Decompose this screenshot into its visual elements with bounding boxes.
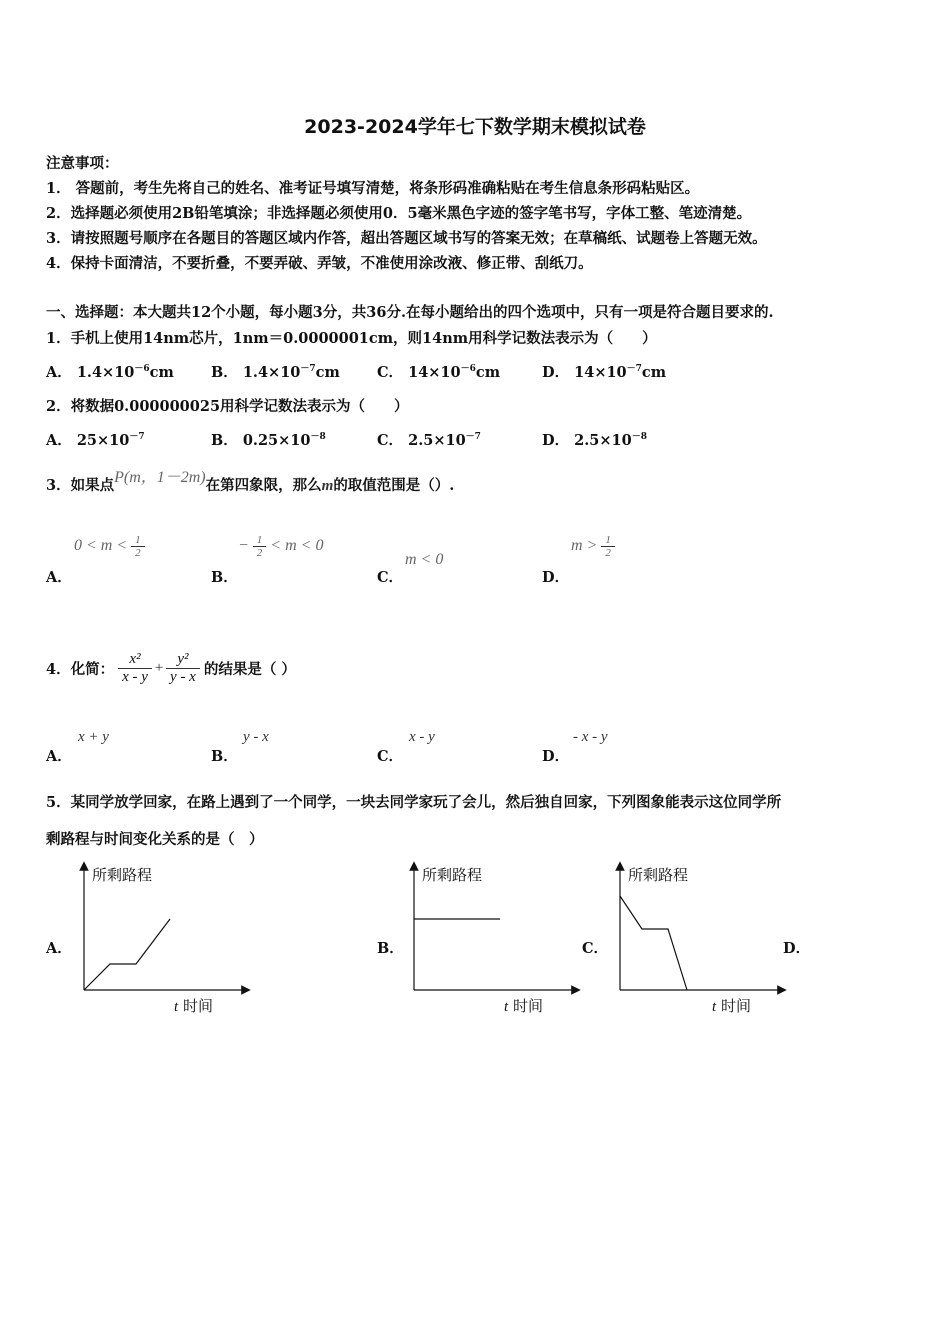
x-axis-label: 时间 bbox=[721, 997, 752, 1015]
q4-option-d-expr: - x - y bbox=[573, 729, 608, 745]
y-axis-label: 所剩路程 bbox=[92, 866, 153, 884]
q3-option-b-expr: − $\frac{1}{2}$ < m < 0 bbox=[238, 534, 324, 559]
q4-option-c-expr: x - y bbox=[409, 729, 435, 745]
graph-a-line bbox=[84, 919, 170, 990]
q5-option-a-label[interactable]: A． bbox=[46, 940, 72, 957]
q3-option-c-expr: m < 0 bbox=[405, 551, 444, 568]
q1-option-a[interactable]: A． $1.4\times 10^{-6}cm$ bbox=[46, 364, 174, 381]
point-expression: P(m，1－2m) bbox=[114, 469, 206, 486]
q4-option-d-label[interactable]: D． bbox=[542, 748, 570, 765]
question-4-stem: 4．化简： $\frac{\text{x²}}{x - y}$ + $\frac{\text{y²}}{y - x}$ 的结果是（ ） bbox=[46, 651, 296, 685]
q3-option-a-expr: 0 < m < $\frac{1}{2}$ bbox=[74, 534, 145, 559]
notice-item: 4．保持卡面清洁，不要折叠，不要弄破、弄皱，不准使用涂改液、修正带、刮纸刀。 bbox=[46, 255, 593, 272]
q1-option-c[interactable]: C． $14\times 10^{-6}cm$ bbox=[377, 364, 501, 381]
x-axis-t: t bbox=[174, 999, 179, 1015]
notice-item: 1． 答题前，考生先将自己的姓名、准考证号填写清楚，将条形码准确粘贴在考生信息条形码粘贴区。 bbox=[46, 180, 700, 197]
q5-graph-a bbox=[70, 858, 270, 1023]
q1-option-b[interactable]: B． $1.4\times 10^{-7}cm$ bbox=[211, 364, 340, 381]
section-heading: 一、选择题：本大题共12个小题，每小题3分，共36分.在每小题给出的四个选项中，只有一项是符合题目要求的. bbox=[46, 304, 774, 321]
question-3-stem: 3．如果点P(m，1－2m)在第四象限，那么m的取值范围是（）. bbox=[46, 469, 455, 494]
q4-option-c-label[interactable]: C． bbox=[377, 748, 404, 765]
fraction-2: $\frac{\text{y²}}{y - x}$ bbox=[166, 651, 200, 686]
x-axis-t: t bbox=[712, 999, 717, 1015]
y-axis-label: 所剩路程 bbox=[628, 866, 689, 884]
q2-option-d[interactable]: D． $2.5\times 10^{-8}$ bbox=[542, 432, 647, 449]
q5-option-c-label[interactable]: C． bbox=[582, 940, 609, 957]
q2-option-b[interactable]: B． $0.25\times 10^{-8}$ bbox=[211, 432, 326, 449]
question-5-stem-line2: 剩路程与时间变化关系的是（ ） bbox=[46, 831, 264, 848]
q5-option-d-label[interactable]: D． bbox=[783, 940, 811, 957]
q2-option-a[interactable]: A． $25\times 10^{-7}$ bbox=[46, 432, 145, 449]
q5-option-b-label[interactable]: B． bbox=[377, 940, 404, 957]
notice-item: 3．请按照题号顺序在各题目的答题区域内作答，超出答题区域书写的答案无效；在草稿纸、试题卷上答题无效。 bbox=[46, 230, 767, 247]
question-5-stem-line1: 5．某同学放学回家，在路上遇到了一个同学，一块去同学家玩了会儿，然后独自回家，下列图象能表示这位同学所 bbox=[46, 794, 782, 811]
q5-graph-b bbox=[400, 858, 600, 1023]
page-title: 2023-2024学年七下数学期末模拟试卷 bbox=[304, 116, 646, 138]
q4-option-a-label[interactable]: A． bbox=[46, 748, 72, 765]
q1-option-d[interactable]: D． $14\times 10^{-7}cm$ bbox=[542, 364, 667, 381]
question-2-stem: 2．将数据0.000000025用科学记数法表示为（ ） bbox=[46, 398, 409, 415]
x-axis-label: 时间 bbox=[183, 997, 214, 1015]
q3-option-d-label[interactable]: D． bbox=[542, 569, 570, 586]
q3-option-d-expr: m > $\frac{1}{2}$ bbox=[571, 534, 615, 559]
q4-option-b-label[interactable]: B． bbox=[211, 748, 238, 765]
q3-option-c-label[interactable]: C． bbox=[377, 569, 404, 586]
q5-graph-c bbox=[606, 858, 806, 1023]
fraction-1: $\frac{\text{x²}}{x - y}$ bbox=[118, 651, 152, 686]
q3-option-b-label[interactable]: B． bbox=[211, 569, 238, 586]
notice-heading: 注意事项： bbox=[46, 155, 119, 172]
q2-option-c[interactable]: C． $2.5\times 10^{-7}$ bbox=[377, 432, 481, 449]
notice-item: 2．选择题必须使用2B铅笔填涂；非选择题必须使用0．5毫米黑色字迹的签字笔书写，字体工整、笔迹清楚。 bbox=[46, 205, 752, 222]
x-axis-label: 时间 bbox=[513, 997, 544, 1015]
q4-option-a-expr: x + y bbox=[78, 729, 109, 745]
question-1-stem: 1．手机上使用14nm芯片，1nm＝0.0000001cm，则14nm用科学记数法表示为（ ） bbox=[46, 330, 657, 347]
q4-option-b-expr: y - x bbox=[243, 729, 269, 745]
y-axis-label: 所剩路程 bbox=[422, 866, 483, 884]
graph-c-line bbox=[620, 896, 687, 990]
q3-option-a-label[interactable]: A． bbox=[46, 569, 72, 586]
x-axis-t: t bbox=[504, 999, 509, 1015]
